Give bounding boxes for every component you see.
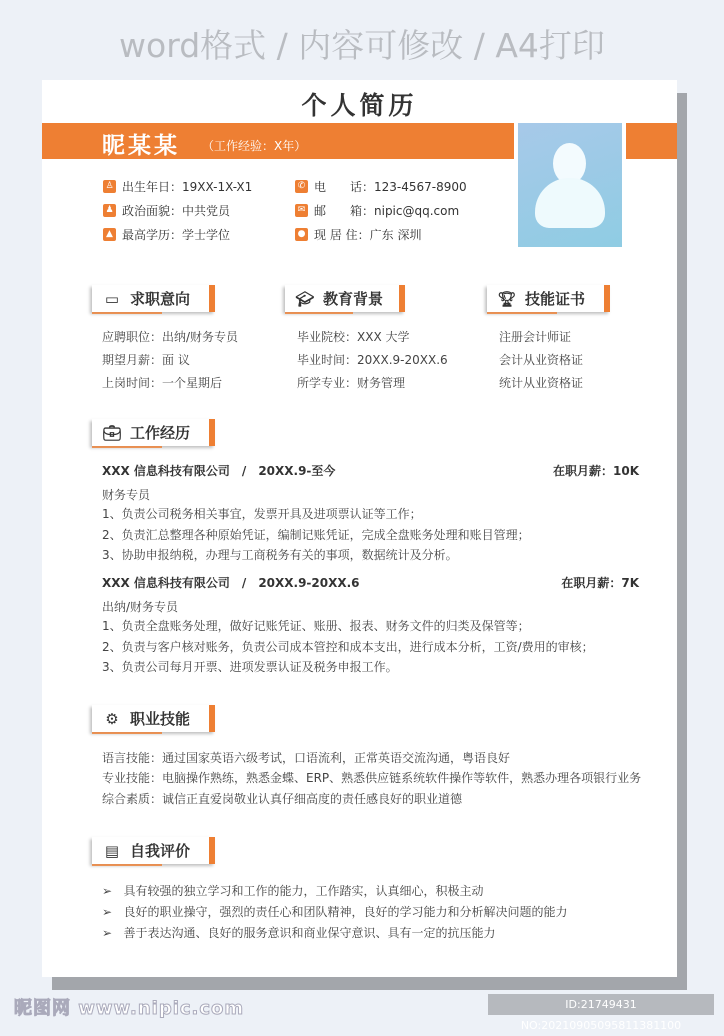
section-title: 教育背景 — [323, 290, 384, 308]
section-header-certificates — [487, 285, 610, 312]
education-item: 毕业时间：20XX.9-20XX.6 — [297, 353, 448, 367]
education-item: 所学专业：财务管理 — [297, 376, 406, 390]
trophy-icon: 🏆︎ — [497, 289, 517, 308]
skill-item: 语言技能：通过国家英语六级考试，口语流利，正常英语交流沟通，粤语良好 — [102, 751, 511, 765]
phone-icon: ✆ — [295, 180, 308, 193]
job-intent-item: 上岗时间：一个星期后 — [102, 376, 223, 390]
graduation-icon: ▲ — [103, 228, 116, 241]
job-duty: 2、负责汇总整理各种原始凭证，编制记账凭证，完成全盘账务处理和账目管理； — [102, 528, 530, 542]
gear-icon: ⚙ — [105, 709, 119, 728]
location-icon: ● — [295, 228, 308, 241]
bullet-arrow-icon: ➢ — [102, 905, 113, 919]
page-title: 个人简历 — [301, 91, 418, 120]
info-birth — [103, 178, 252, 195]
section-title: 自我评价 — [130, 842, 191, 860]
info-email — [295, 202, 459, 219]
section-title: 求职意向 — [130, 290, 191, 308]
experience-note: （工作经验：X年） — [202, 139, 307, 153]
self-eval-item — [102, 882, 484, 899]
section-header-skills — [92, 705, 215, 732]
info-politics — [103, 202, 230, 219]
bullet-arrow-icon: ➢ — [102, 926, 113, 940]
user-icon: ♙ — [103, 180, 116, 193]
briefcase-icon: 💼︎ — [102, 423, 122, 442]
job-duty: 3、协助申报纳税，办理与工商税务有关的事项，数据统计及分析。 — [102, 548, 458, 562]
avatar-body — [535, 178, 605, 228]
candidate-name: 昵某某 — [102, 133, 180, 159]
job-intent-item: 应聘职位：出纳/财务专员 — [102, 330, 239, 344]
image-id-label: ID:21749431 NO:20210905095811381100 — [488, 994, 714, 1015]
job-role: 出纳/财务专员 — [102, 600, 179, 614]
job-duty: 2、负责与客户核对账务，负责公司成本管控和成本支出，进行成本分析，工资/费用的审核； — [102, 640, 594, 654]
section-title: 职业技能 — [130, 710, 191, 728]
graduation-cap-icon: 🎓︎ — [295, 289, 315, 308]
job-company: XXX 信息科技有限公司 / 20XX.9-至今 — [102, 464, 336, 478]
section-header-job-intent — [92, 285, 215, 312]
self-eval-item — [102, 903, 568, 920]
self-eval-text: 良好的职业操守，强烈的责任心和团队精神，良好的学习能力和分析解决问题的能力 — [123, 905, 568, 919]
section-header-education — [285, 285, 405, 312]
job-role: 财务专员 — [102, 488, 151, 502]
info-text: 最高学历：学士学位 — [122, 228, 231, 242]
info-text: 现 居 住：广东 深圳 — [314, 228, 422, 242]
self-eval-item — [102, 924, 496, 941]
skill-item: 综合素质：诚信正直爱岗敬业认真仔细高度的责任感良好的职业道德 — [102, 792, 463, 806]
bullet-arrow-icon: ➢ — [102, 884, 113, 898]
job-salary: 在职月薪：7K — [561, 576, 639, 590]
info-education — [103, 226, 230, 243]
info-location — [295, 226, 421, 243]
section-header-self-eval — [92, 837, 215, 864]
watermark-logo: 昵图网 www.nipic.com — [14, 998, 245, 1019]
badge-icon: ♟ — [103, 204, 116, 217]
id-card-icon: ▭ — [104, 289, 120, 308]
info-text: 电 话：123-4567-8900 — [314, 180, 467, 194]
job-duty: 1、负责全盘账务处理，做好记账凭证、账册、报表、财务文件的归类及保管等； — [102, 619, 530, 633]
job-duty: 1、负责公司税务相关事宜，发票开具及进项票认证等工作； — [102, 507, 422, 521]
certificate-item: 注册会计师证 — [499, 330, 572, 344]
profile-photo[interactable] — [518, 123, 622, 247]
notebook-icon: ▤ — [104, 841, 120, 860]
self-eval-text: 具有较强的独立学习和工作的能力，工作踏实，认真细心，积极主动 — [123, 884, 484, 898]
info-text: 邮 箱：nipic@qq.com — [314, 204, 460, 218]
info-phone — [295, 178, 467, 195]
certificate-item: 会计从业资格证 — [499, 353, 584, 367]
banner-text: word格式 / 内容可修改 / A4打印 — [119, 26, 605, 65]
job-company: XXX 信息科技有限公司 / 20XX.9-20XX.6 — [102, 576, 360, 590]
certificate-item: 统计从业资格证 — [499, 376, 584, 390]
job-intent-item: 期望月薪：面 议 — [102, 353, 190, 367]
section-header-work — [92, 419, 215, 446]
skill-item: 专业技能：电脑操作熟练，熟悉金蝶、ERP、熟悉供应链系统软件操作等软件，熟悉办理各项银行业务 — [102, 771, 642, 785]
section-title: 工作经历 — [130, 424, 191, 442]
job-salary: 在职月薪：10K — [553, 464, 639, 478]
mail-icon: ✉ — [295, 204, 308, 217]
info-text: 出生年日：19XX-1X-X1 — [122, 180, 253, 194]
section-title: 技能证书 — [525, 290, 586, 308]
education-item: 毕业院校：XXX 大学 — [297, 330, 410, 344]
info-text: 政治面貌：中共党员 — [122, 204, 231, 218]
self-eval-text: 善于表达沟通、良好的服务意识和商业保守意识、具有一定的抗压能力 — [123, 926, 496, 940]
name-bar-right — [626, 123, 677, 159]
job-duty: 3、负责公司每月开票、进项发票认证及税务申报工作。 — [102, 660, 398, 674]
